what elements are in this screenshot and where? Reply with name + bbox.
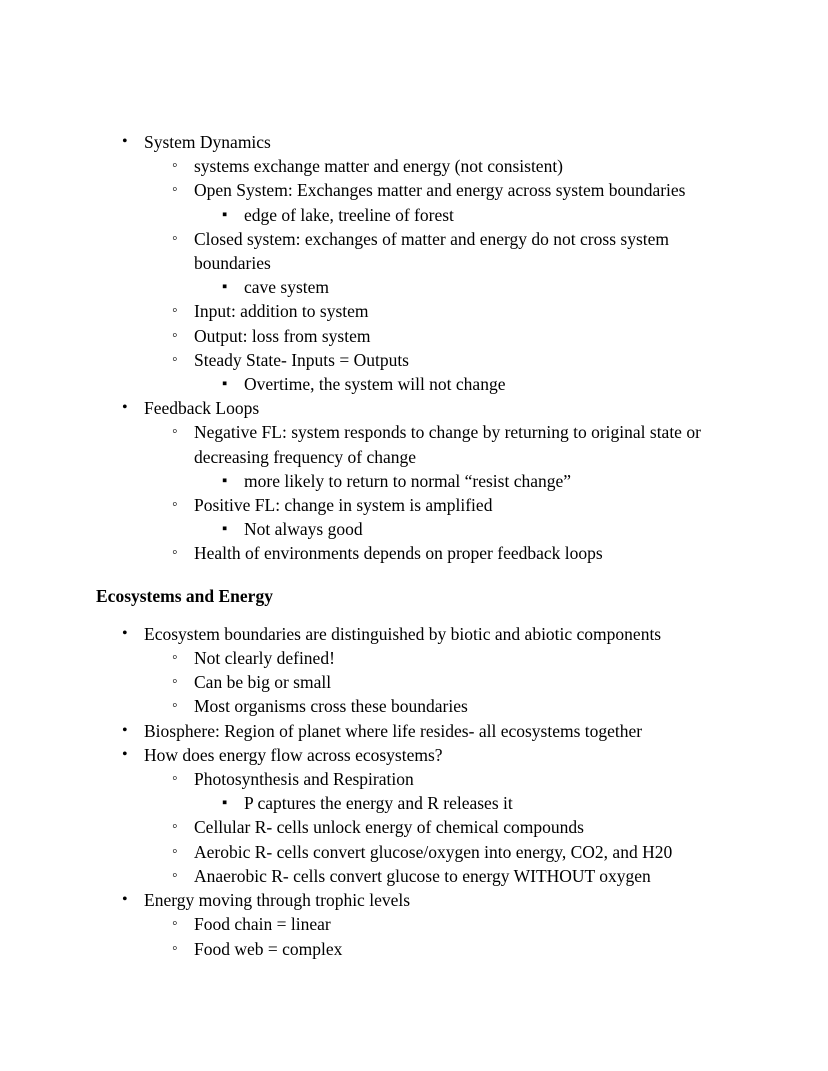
list-item-text: • System Dynamics bbox=[144, 130, 732, 154]
list-item bbox=[244, 203, 732, 227]
list-item bbox=[144, 743, 732, 888]
outline-level-3 bbox=[194, 469, 732, 493]
list-item bbox=[194, 299, 732, 323]
list-item-text: ◦ Cellular R- cells unlock energy of chemical compounds bbox=[194, 815, 732, 839]
list-item bbox=[144, 719, 732, 743]
list-item bbox=[194, 694, 732, 718]
list-item bbox=[194, 937, 732, 961]
list-item bbox=[194, 815, 732, 839]
outline-level-3 bbox=[194, 372, 732, 396]
outline-level-3 bbox=[194, 517, 732, 541]
list-item bbox=[194, 646, 732, 670]
list-item-text: ◦ Steady State- Inputs = Outputs bbox=[194, 348, 732, 372]
list-item-text: ◦ Can be big or small bbox=[194, 670, 732, 694]
list-item bbox=[194, 420, 732, 493]
list-item-text: ▪ Overtime, the system will not change bbox=[244, 372, 732, 396]
list-item-text: ▪ more likely to return to normal “resist change” bbox=[244, 469, 732, 493]
list-item bbox=[194, 864, 732, 888]
outline-level-1 bbox=[96, 130, 732, 566]
list-item bbox=[194, 324, 732, 348]
list-item-text: ▪ Not always good bbox=[244, 517, 732, 541]
outline-level-2 bbox=[144, 767, 732, 888]
list-item-text: ◦ Food web = complex bbox=[194, 937, 732, 961]
list-item bbox=[194, 493, 732, 541]
outline-level-2 bbox=[144, 912, 732, 960]
list-item bbox=[144, 888, 732, 961]
list-item-text: • Feedback Loops bbox=[144, 396, 732, 420]
list-item-text: ◦ Open System: Exchanges matter and energy across system boundaries bbox=[194, 178, 732, 202]
list-item-text: ◦ Food chain = linear bbox=[194, 912, 732, 936]
outline-level-3 bbox=[194, 203, 732, 227]
outline-level-2 bbox=[144, 420, 732, 565]
list-item-text: • Biosphere: Region of planet where life resides- all ecosystems together bbox=[144, 719, 732, 743]
list-item-text: ◦ Output: loss from system bbox=[194, 324, 732, 348]
list-item-text: ◦ Closed system: exchanges of matter and energy do not cross system boundaries bbox=[194, 227, 732, 275]
section-heading-ecosystems-and-energy: Ecosystems and Energy bbox=[96, 585, 273, 606]
list-item-text: ◦ Health of environments depends on proper feedback loops bbox=[194, 541, 732, 565]
list-item-text: ◦ Aerobic R- cells convert glucose/oxygen into energy, CO2, and H20 bbox=[194, 840, 732, 864]
list-item bbox=[144, 622, 732, 719]
list-item-text: ◦ Anaerobic R- cells convert glucose to energy WITHOUT oxygen bbox=[194, 864, 732, 888]
list-item bbox=[194, 840, 732, 864]
list-item bbox=[194, 348, 732, 396]
list-item-text: ◦ systems exchange matter and energy (not consistent) bbox=[194, 154, 732, 178]
list-item bbox=[244, 275, 732, 299]
outline-level-3 bbox=[194, 791, 732, 815]
list-item-text: ◦ Negative FL: system responds to change by returning to original state or decreasing frequency of change bbox=[194, 420, 732, 468]
list-item bbox=[144, 130, 732, 396]
list-item bbox=[194, 670, 732, 694]
list-item bbox=[244, 372, 732, 396]
outline-level-1 bbox=[96, 622, 732, 961]
list-item bbox=[194, 178, 732, 226]
list-item-text: ▪ P captures the energy and R releases it bbox=[244, 791, 732, 815]
list-item bbox=[194, 767, 732, 815]
list-item bbox=[244, 517, 732, 541]
list-item-text: ▪ edge of lake, treeline of forest bbox=[244, 203, 732, 227]
list-item-text: ◦ Positive FL: change in system is amplified bbox=[194, 493, 732, 517]
list-item-text: • How does energy flow across ecosystems? bbox=[144, 743, 732, 767]
list-item-text: ◦ Not clearly defined! bbox=[194, 646, 732, 670]
list-item bbox=[194, 227, 732, 300]
list-item-text: ◦ Most organisms cross these boundaries bbox=[194, 694, 732, 718]
list-item bbox=[244, 791, 732, 815]
outline-level-2 bbox=[144, 646, 732, 719]
list-item-text: ▪ cave system bbox=[244, 275, 732, 299]
list-item-text: • Energy moving through trophic levels bbox=[144, 888, 732, 912]
outline-level-2 bbox=[144, 154, 732, 396]
list-item bbox=[194, 154, 732, 178]
list-item bbox=[144, 396, 732, 565]
list-item-text: ◦ Photosynthesis and Respiration bbox=[194, 767, 732, 791]
list-item-text: • Ecosystem boundaries are distinguished by biotic and abiotic components bbox=[144, 622, 732, 646]
list-item-text: ◦ Input: addition to system bbox=[194, 299, 732, 323]
list-item bbox=[194, 912, 732, 936]
outline-level-3 bbox=[194, 275, 732, 299]
list-item bbox=[194, 541, 732, 565]
list-item bbox=[244, 469, 732, 493]
